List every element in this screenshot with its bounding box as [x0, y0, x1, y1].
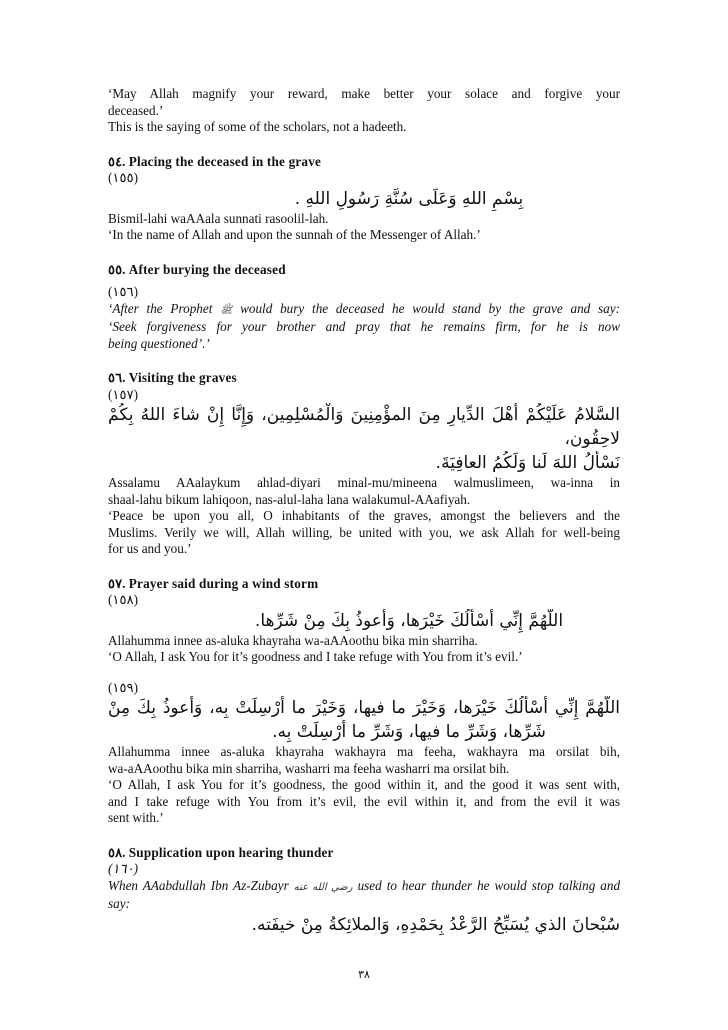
arabic-text: اللَّهُمَّ إِنِّي أَسْأَلُكَ خَيْرَها، وَأَعوذُ بِكَ مِنْ شَرِّها. — [254, 610, 564, 631]
narration-line — [108, 878, 620, 897]
transliteration: Bismil-lahi waAAala sunnati rasoolil-lah. — [108, 210, 329, 226]
hadith-number: (١٦٠) — [108, 861, 139, 876]
page-number: ٣٨ — [358, 968, 370, 981]
transliteration: wa-aAAoothu bika min sharriha, washarri ma feeha washarri ma orsilat bih. — [108, 760, 510, 776]
transliteration: Assalamu AAalaykum ahlad-diyari minal-mu/mineena walmuslimeen, wa-inna in — [108, 475, 620, 490]
narration-line: say: — [108, 896, 130, 911]
hadith-number: (١٥٥) — [108, 170, 139, 185]
translation: ‘In the name of Allah and upon the sunnah of the Messenger of Allah.’ — [108, 227, 481, 242]
section-heading-55: ٥٥. After burying the deceased — [108, 261, 286, 277]
text-line: deceased.’ — [108, 102, 164, 118]
narration-line — [108, 301, 620, 320]
translation: sent with.’ — [108, 810, 164, 825]
translation: ‘O Allah, I ask You for it’s goodness, the good within it, and the good it was sent with, — [108, 777, 620, 792]
text-line: ‘May Allah magnify your reward, make better your solace and forgive your — [108, 86, 620, 101]
translation: and I take refuge with You from it’s evil, the evil within it, and from the evil it was — [108, 793, 620, 809]
arabic-text: اللَّهُمَّ إِنِّي أَسْأَلُكَ خَيْرَها، وَخَيْرَ ما فيها، وَخَيْرَ ما أُرْسِلَتْ بِه، وَأَعوذُ بِكَ مِنْ — [108, 698, 620, 718]
scholars-note: This is the saying of some of the scholars, not a hadeeth. — [108, 119, 407, 134]
narration-text: would bury the deceased he would stand by the grave and say: — [240, 300, 620, 316]
hadith-number: (١٥٨) — [108, 592, 139, 607]
narration-text: When AAabdullah Ibn Az-Zubayr — [108, 877, 289, 893]
arabic-text: شَرِّها، وَشَرِّ ما فيها، وَشَرِّ ما أُرْسِلَتْ بِه. — [272, 722, 546, 742]
arabic-text: بِسْمِ اللهِ وَعَلَى سُنَّةِ رَسُولِ اللهِ . — [294, 188, 524, 209]
section-heading-57: ٥٧. Prayer said during a wind storm — [108, 575, 319, 591]
arabic-text: السَّلامُ عَلَيْكُمْ أَهْلَ الدِّيارِ مِنَ المؤْمِنِينَ وَالْمُسْلِمِين، وَإِنَّا إِنْ شاءَ اللهُ بِكُمْ لاحِقُون، — [108, 405, 620, 449]
transliteration: Allahumma innee as-aluka khayraha wakhayra ma feeha, wakhayra ma orsilat bih, — [108, 744, 620, 759]
transliteration: Allahumma innee as-aluka khayraha wa-aAAoothu bika min sharriha. — [108, 632, 478, 648]
transliteration: shaal-lahu bikum lahiqoon, nas-alul-laha lana walakumul-AAafiyah. — [108, 491, 471, 507]
arabic-text: نَسْأَلُ اللهَ لَنا وَلَكُمُ العافِيَةَ. — [435, 453, 620, 473]
section-heading-58: ٥٨. Supplication upon hearing thunder — [108, 844, 334, 860]
hadith-number: (١٥٩) — [108, 679, 139, 695]
translation: ‘O Allah, I ask You for it’s goodness and I take refuge with You from it’s evil.’ — [108, 649, 523, 664]
arabic-text: سُبْحانَ الذي يُسَبِّحُ الرَّعْدُ بِحَمْدِهِ، وَالملائِكةُ مِنْ خيفَته. — [251, 914, 620, 935]
radiallahu-symbol: رضي الله عنه — [293, 881, 353, 893]
hadith-number: (١٥٧) — [108, 386, 139, 402]
translation: Muslims. Verily we will, Allah willing, be united with you, we ask Allah for well-being — [108, 524, 620, 540]
translation: ‘Peace be upon you all, O inhabitants of the graves, amongst the believers and the — [108, 508, 620, 523]
section-heading-56: ٥٦. Visiting the graves — [108, 370, 237, 385]
page-body — [108, 86, 620, 937]
narration-text: ‘After the Prophet — [108, 300, 213, 316]
translation: for us and you.’ — [108, 541, 192, 556]
hadith-number: (١٥٦) — [108, 284, 139, 299]
section-heading-54: ٥٤. Placing the deceased in the grave — [108, 153, 322, 169]
narration-line: ‘Seek forgiveness for your brother and pray that he remains firm, for he is now — [108, 319, 620, 334]
pbuh-symbol: ﷺ — [220, 304, 233, 316]
narration-text: used to hear thunder he would stop talking and — [357, 877, 620, 893]
narration-line: being questioned’.’ — [108, 335, 210, 351]
